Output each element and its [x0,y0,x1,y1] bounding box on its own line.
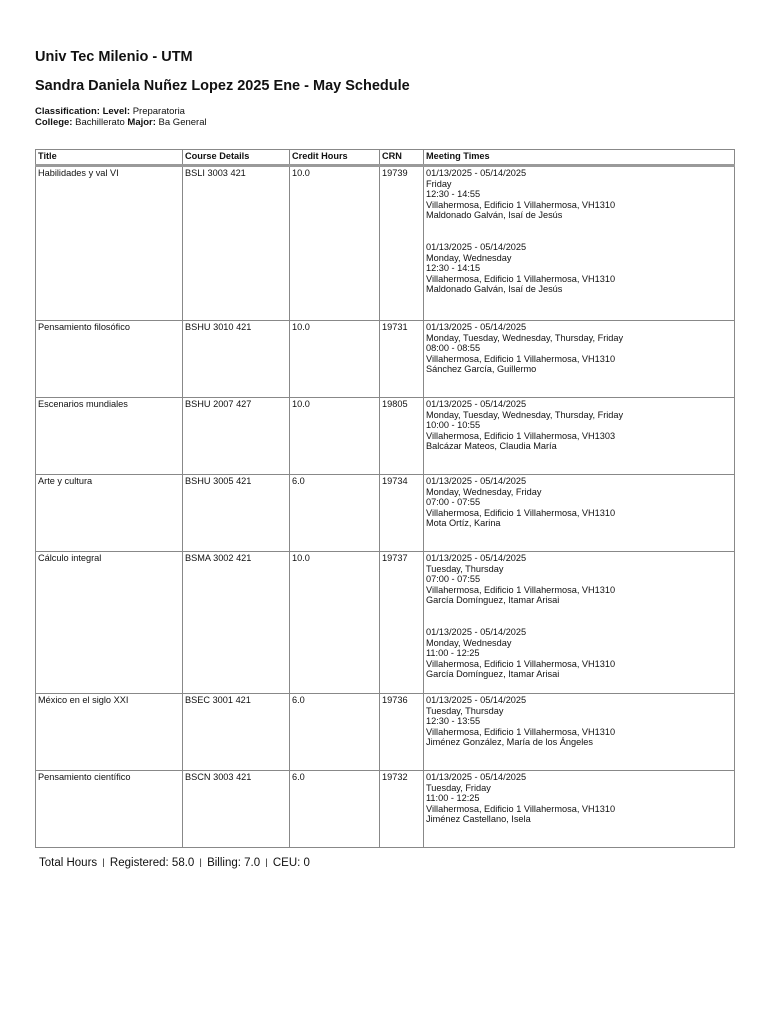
column-header-meeting-times: Meeting Times [424,150,735,166]
level-value: Preparatoria [132,106,185,117]
meeting-days: Friday [426,178,452,189]
credit-hours: 10.0 [290,166,380,321]
meeting-time: 11:00 - 12:25 [426,648,480,659]
course-details: BSEC 3001 421 [183,694,290,771]
course-details: BSHU 2007 427 [183,398,290,475]
meeting-days: Monday, Wednesday [426,252,512,263]
course-details: BSMA 3002 421 [183,552,290,694]
schedule-table [35,149,735,848]
meeting-instructor: Jiménez Castellano, Isela [426,814,531,825]
table-row [36,552,735,694]
crn: 19731 [380,321,424,398]
meeting-dates: 01/13/2025 - 05/14/2025 [426,695,527,705]
classification-label: Classification: [35,106,100,117]
meeting-times [424,321,735,398]
totals-separator: | [199,857,202,867]
level-label: Level: [102,106,131,117]
meeting-dates: 01/13/2025 - 05/14/2025 [426,322,527,332]
meeting-block [426,772,732,825]
meeting-dates: 01/13/2025 - 05/14/2025 [426,553,527,563]
table-row [36,694,735,771]
column-header-credit-hours: Credit Hours [290,150,380,166]
meeting-times [424,398,735,475]
meeting-instructor: Balcázar Mateos, Claudia María [426,441,557,452]
course-title: Arte y cultura [36,475,183,552]
meeting-location: Villahermosa, Edificio 1 Villahermosa, VH1310 [426,726,616,737]
meeting-block [426,553,732,606]
meeting-location: Villahermosa, Edificio 1 Villahermosa, VH1310 [426,803,616,814]
major-label: Major: [127,117,156,128]
meeting-instructor: Sánchez García, Guillermo [426,364,537,375]
course-details: BSHU 3010 421 [183,321,290,398]
table-row [36,166,735,321]
meeting-dates: 01/13/2025 - 05/14/2025 [426,626,527,637]
registered-hours: Registered: 58.0 [109,857,195,869]
meeting-days: Monday, Wednesday [426,637,512,648]
meeting-dates: 01/13/2025 - 05/14/2025 [426,241,527,252]
ceu-hours: CEU: 0 [272,857,310,869]
billing-hours: Billing: 7.0 [207,857,261,869]
meeting-time: 12:30 - 13:55 [426,716,481,727]
student-classification [35,106,207,128]
meeting-time: 10:00 - 10:55 [426,420,481,431]
course-title: Pensamiento filosófico [36,321,183,398]
course-title: Cálculo integral [36,552,183,694]
meeting-times [424,166,735,321]
credit-hours: 6.0 [290,694,380,771]
column-header-course-details: Course Details [183,150,290,166]
meeting-time: 08:00 - 08:55 [426,343,481,354]
meeting-block [426,399,732,452]
college-label: College: [35,117,73,128]
crn: 19732 [380,771,424,848]
meeting-times [424,552,735,694]
meeting-days: Tuesday, Friday [426,782,491,793]
meeting-time: 12:30 - 14:15 [426,263,481,274]
course-details: BSLI 3003 421 [183,166,290,321]
credit-hours: 10.0 [290,552,380,694]
column-header-crn: CRN [380,150,424,166]
course-title: Pensamiento científico [36,771,183,848]
column-header-title: Title [36,150,183,166]
credit-hours: 10.0 [290,398,380,475]
course-details: BSHU 3005 421 [183,475,290,552]
schedule-title: Sandra Daniela Nuñez Lopez 2025 Ene - May Schedule [35,78,410,94]
table-row [36,771,735,848]
meeting-spacer [426,221,732,242]
crn: 19805 [380,398,424,475]
total-hours-label: Total Hours [39,857,98,869]
meeting-dates: 01/13/2025 - 05/14/2025 [426,772,527,782]
meeting-times [424,475,735,552]
meeting-block [426,322,732,375]
table-row [36,321,735,398]
crn: 19739 [380,166,424,321]
meeting-location: Villahermosa, Edificio 1 Villahermosa, VH1310 [426,658,616,669]
college-value: Bachillerato [75,117,125,128]
meeting-days: Tuesday, Thursday [426,705,504,716]
meeting-days: Monday, Tuesday, Wednesday, Thursday, Friday [426,409,624,420]
totals-separator: | [265,857,268,867]
crn: 19734 [380,475,424,552]
table-row [36,398,735,475]
table-body [36,166,735,848]
meeting-block [426,476,732,529]
meeting-instructor: Maldonado Galván, Isaí de Jesús [426,284,563,295]
meeting-time: 07:00 - 07:55 [426,574,481,585]
meeting-location: Villahermosa, Edificio 1 Villahermosa, VH1310 [426,584,616,595]
credit-hours: 10.0 [290,321,380,398]
meeting-times [424,694,735,771]
meeting-days: Tuesday, Thursday [426,563,504,574]
credit-hours: 6.0 [290,771,380,848]
meeting-dates: 01/13/2025 - 05/14/2025 [426,476,527,486]
meeting-location: Villahermosa, Edificio 1 Villahermosa, VH1303 [426,430,616,441]
meeting-instructor: García Domínguez, Itamar Arisai [426,669,560,680]
meeting-time: 11:00 - 12:25 [426,793,480,804]
college-line [35,117,207,128]
meeting-times [424,771,735,848]
table-row [36,475,735,552]
meeting-instructor: Maldonado Galván, Isaí de Jesús [426,210,563,221]
course-title: Escenarios mundiales [36,398,183,475]
meeting-dates: 01/13/2025 - 05/14/2025 [426,399,527,409]
meeting-block [426,627,732,680]
crn: 19737 [380,552,424,694]
meeting-block [426,168,732,221]
course-title: México en el siglo XXI [36,694,183,771]
institution-name: Univ Tec Milenio - UTM [35,49,193,65]
meeting-block [426,695,732,748]
credit-hours: 6.0 [290,475,380,552]
meeting-location: Villahermosa, Edificio 1 Villahermosa, VH1310 [426,273,616,284]
meeting-instructor: Mota Ortíz, Karina [426,518,501,529]
meeting-location: Villahermosa, Edificio 1 Villahermosa, VH1310 [426,507,616,518]
meeting-time: 07:00 - 07:55 [426,497,481,508]
meeting-days: Monday, Wednesday, Friday [426,486,542,497]
meeting-block [426,242,732,295]
meeting-instructor: Jiménez González, María de los Ángeles [426,737,593,748]
meeting-location: Villahermosa, Edificio 1 Villahermosa, VH1310 [426,199,616,210]
meeting-dates: 01/13/2025 - 05/14/2025 [426,168,527,178]
meeting-spacer [426,606,732,627]
totals-separator: | [102,857,105,867]
course-title: Habilidades y val VI [36,166,183,321]
classification-line [35,106,207,117]
course-details: BSCN 3003 421 [183,771,290,848]
meeting-instructor: García Domínguez, Itamar Arisai [426,595,560,606]
totals-line [39,857,310,869]
meeting-days: Monday, Tuesday, Wednesday, Thursday, Friday [426,332,624,343]
crn: 19736 [380,694,424,771]
meeting-location: Villahermosa, Edificio 1 Villahermosa, VH1310 [426,353,616,364]
meeting-time: 12:30 - 14:55 [426,189,481,200]
major-value: Ba General [158,117,207,128]
table-header-row [36,150,735,166]
